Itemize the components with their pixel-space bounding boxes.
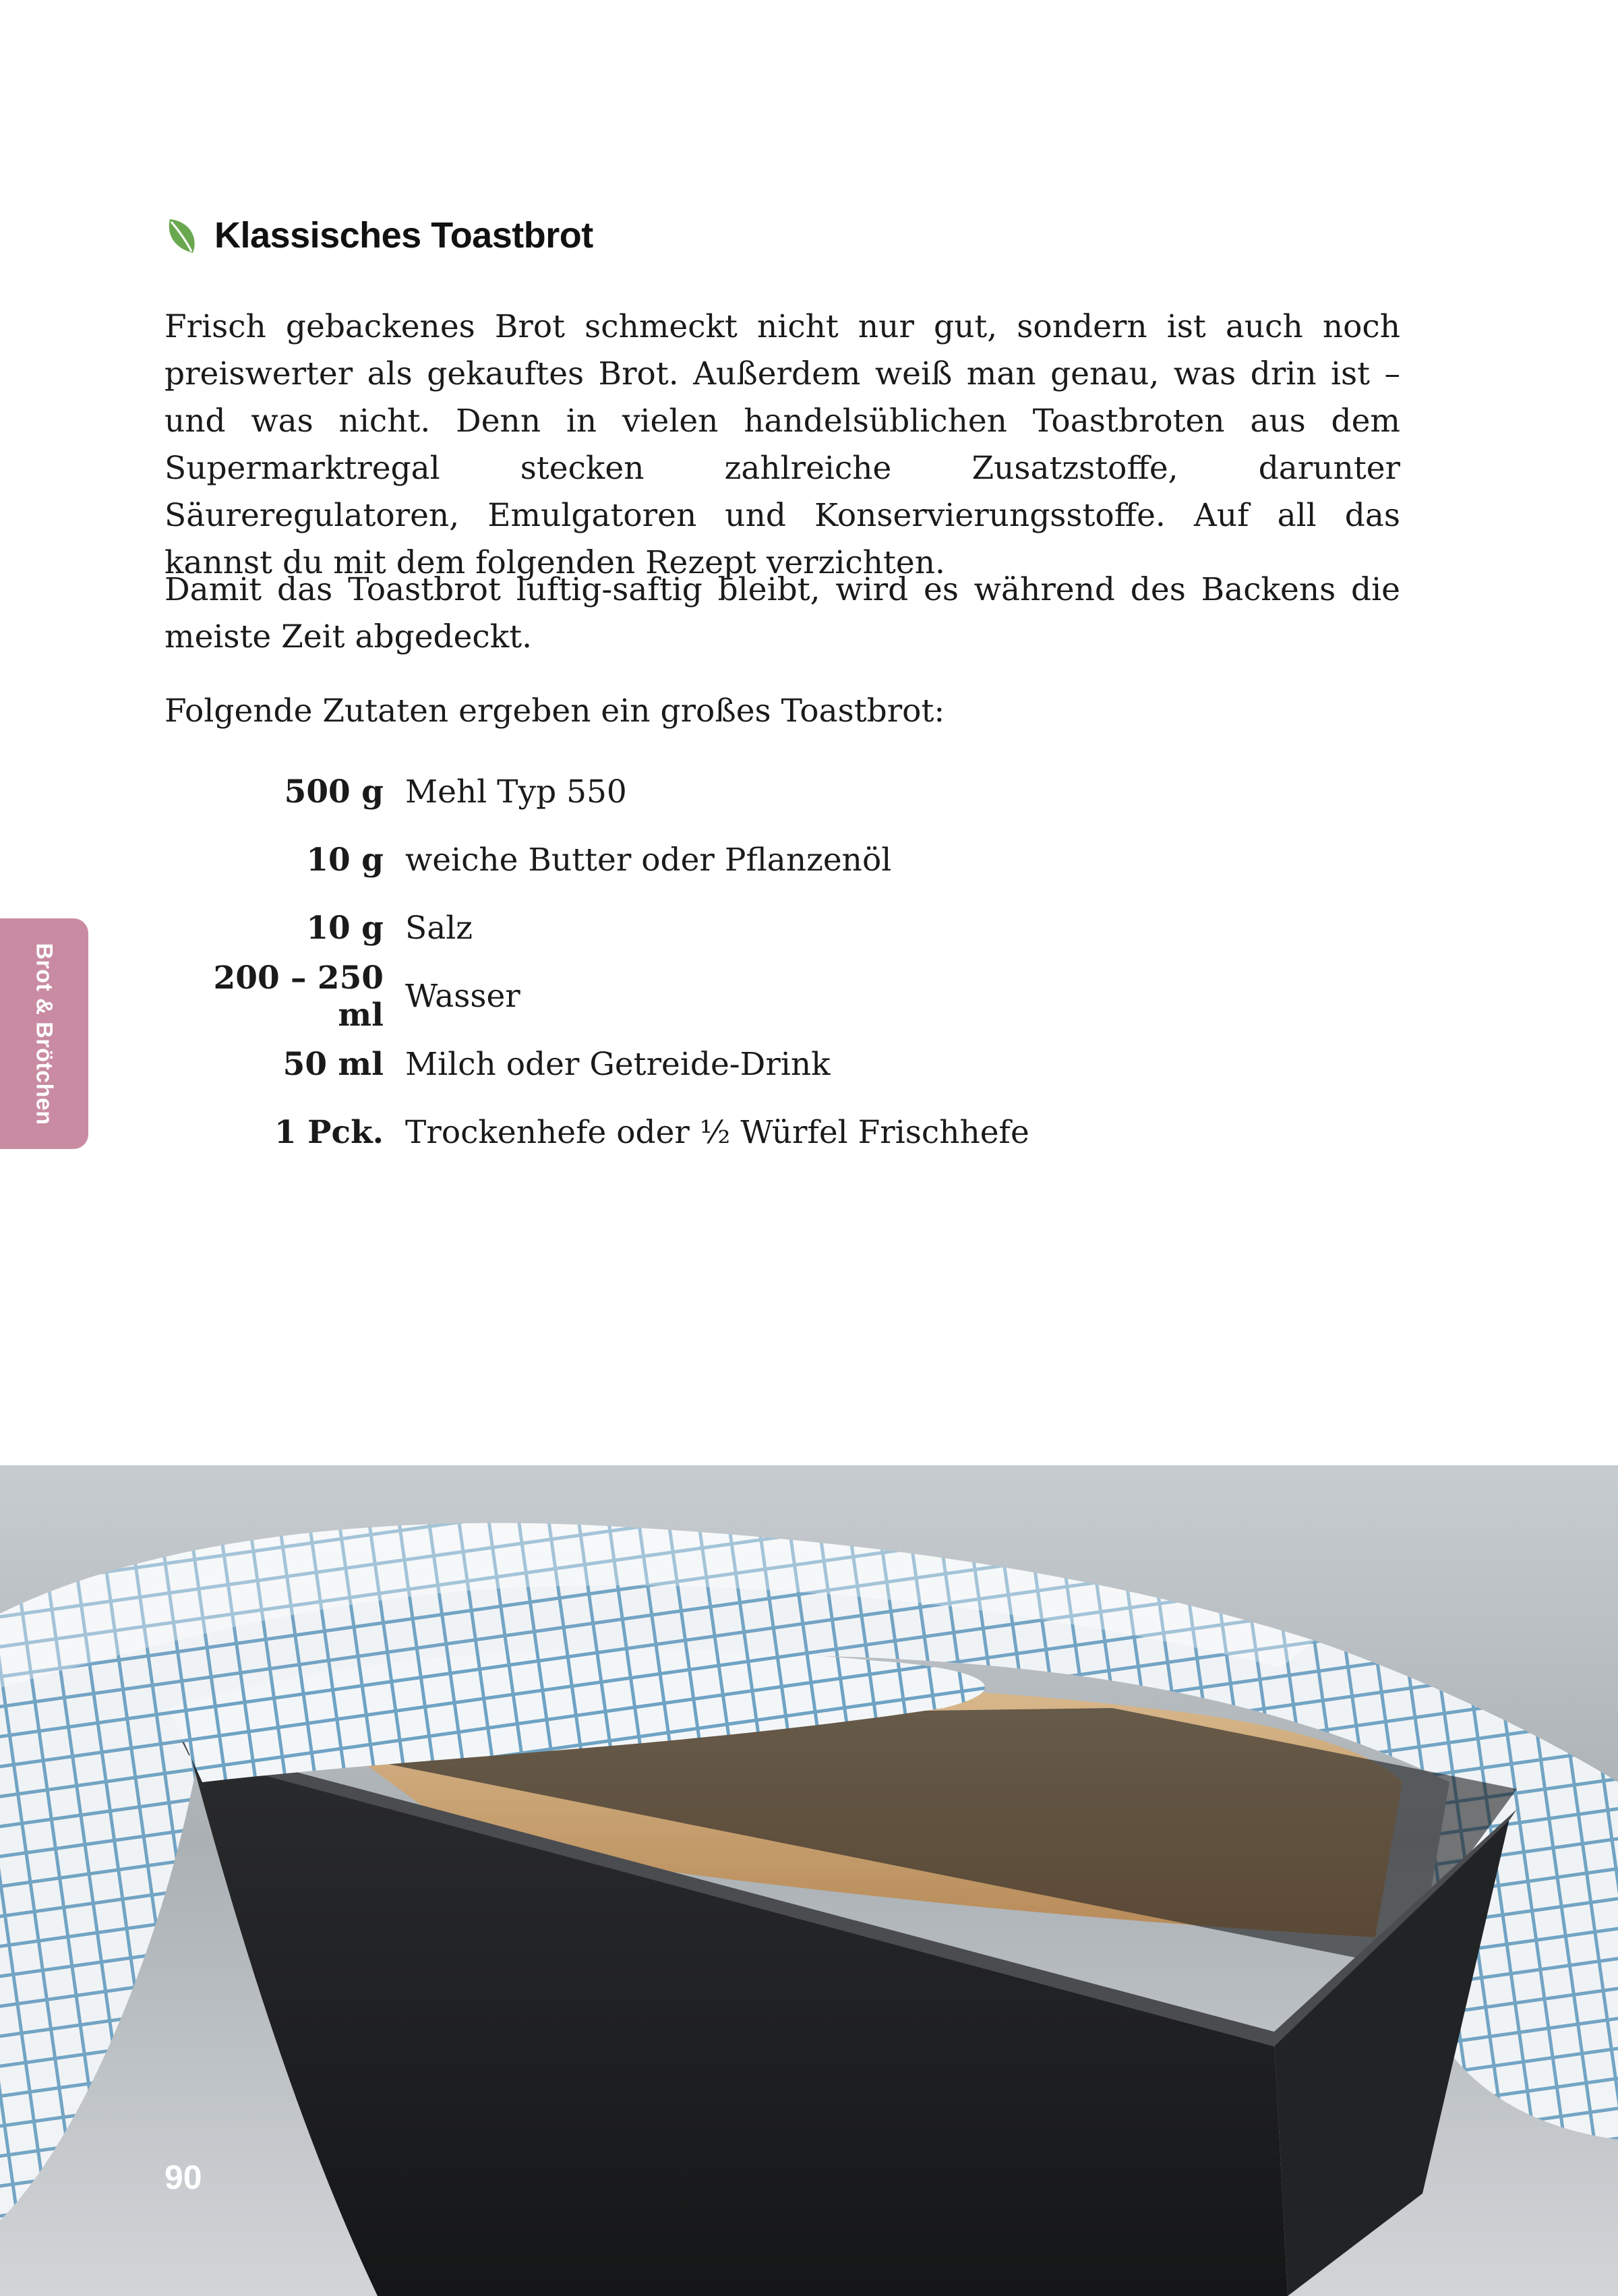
ingredient-amount: 1 Pck. <box>274 1114 384 1151</box>
chapter-tab-label: Brot & Brötchen <box>32 942 57 1125</box>
covering-paragraph: Damit das Toastbrot luftig-saftig bleibt, wird es während des Backens die meiste Zeit abgedeckt. <box>164 571 1400 655</box>
ingredients-intro: Folgende Zutaten ergeben ein großes Toastbrot: <box>164 693 945 730</box>
bread-photo <box>0 1465 1618 2296</box>
recipe-heading <box>164 214 593 256</box>
page-number: 90 <box>164 2158 202 2196</box>
ingredient-row <box>164 826 1029 894</box>
ingredient-row <box>164 758 1029 826</box>
ingredient-amount: 500 g <box>284 773 384 811</box>
ingredient-name: Trockenhefe oder ½ Würfel Frischhefe <box>405 1114 1029 1151</box>
ingredient-list <box>164 758 1029 1167</box>
recipe-title: Klassisches Toastbrot <box>214 215 593 256</box>
ingredient-amount: 10 g <box>306 910 384 947</box>
leaf-icon <box>164 215 198 256</box>
ingredient-row <box>164 894 1029 962</box>
ingredient-name: Salz <box>405 910 473 947</box>
ingredient-amount: 50 ml <box>282 1046 384 1083</box>
chapter-tab <box>0 918 88 1149</box>
ingredient-amount: 10 g <box>306 842 384 879</box>
ingredient-amount: 200 – 250 ml <box>213 959 384 1034</box>
intro-paragraph: Frisch gebackenes Brot schmeckt nicht nur gut, sondern ist auch noch preiswerter als gekauftes Brot. Außerdem weiß man genau, was drin ist – und was nicht. Denn in vielen handelsüblichen Toastbroten aus dem Supermarktregal stecken zahlreiche Zusatzstoffe, darunter Säureregulatoren, Emulgatoren und Konservierungsstoffe. Auf all das kannst du mit dem folgenden Rezept verzichten. <box>164 308 1400 581</box>
ingredient-name: Milch oder Getreide-Drink <box>405 1046 831 1083</box>
ingredient-name: weiche Butter oder Pflanzenöl <box>405 842 892 879</box>
ingredient-row <box>164 1098 1029 1167</box>
ingredient-row <box>164 1030 1029 1098</box>
ingredient-name: Wasser <box>405 978 520 1015</box>
ingredient-name: Mehl Typ 550 <box>405 773 627 811</box>
ingredient-row <box>164 959 1029 1034</box>
